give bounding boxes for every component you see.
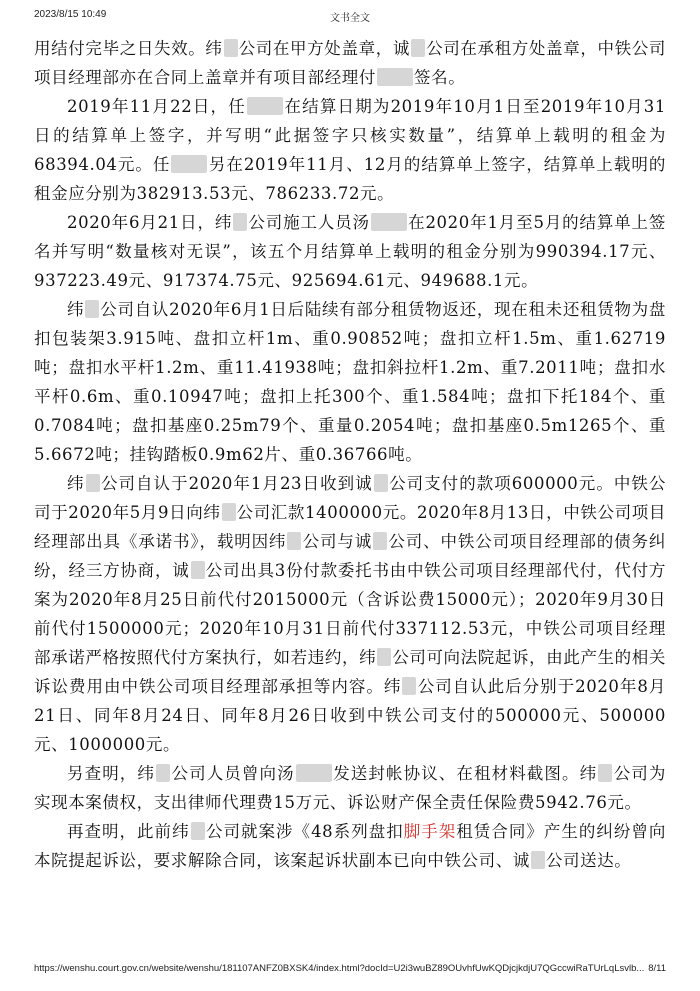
redacted-name-mask bbox=[85, 300, 99, 318]
redacted-name-mask bbox=[191, 822, 205, 840]
redacted-name-mask bbox=[191, 561, 205, 579]
redacted-name-mask bbox=[222, 503, 236, 521]
text-run: 公司与诚 bbox=[302, 532, 373, 551]
text-run: 公司自认于2020年1月23日收到诚 bbox=[100, 474, 373, 493]
page-number: 8/11 bbox=[648, 963, 666, 974]
paragraph bbox=[34, 469, 666, 759]
redacted-name-mask bbox=[374, 474, 388, 492]
text-run: 公司自认2020年6月1日后陆续有部分租赁物返还，现在租未还租赁物为盘扣包装架3.915吨、盘扣立杆1m、重0.90852吨；盘扣立杆1.5m、重1.62719吨；盘扣水平杆1.2m、重11.41938吨；盘扣斜拉杆1.2m、重7.2011吨；盘扣水平杆0.6m、重0.10947吨；盘扣上托300个、重1.584吨；盘扣下托184个、重0.7084吨；盘扣基座0.25m79个、重量0.2054吨；盘扣基座0.5m1265个、重5.6672吨；挂钩踏板0.9m62片、重0.36766吨。 bbox=[34, 300, 666, 464]
text-run: 租赁合同》产生的纠纷曾向本院提起诉讼，要求解除合同，该案起诉状副本已向中铁公司、诚 bbox=[34, 822, 667, 870]
redacted-name-mask bbox=[377, 68, 413, 86]
redacted-name-mask bbox=[233, 213, 247, 231]
redacted-name-mask bbox=[224, 39, 238, 57]
paragraph bbox=[34, 208, 666, 295]
paragraph bbox=[34, 34, 666, 92]
redacted-name-mask bbox=[287, 532, 301, 550]
text-run: 签名。 bbox=[414, 68, 466, 87]
page-url-link[interactable]: https://wenshu.court.gov.cn/website/wenshu/181107ANFZ0BXSK4/index.html?docId=U2i3wuBZ89OUvhfUwKQDjcjkdjU7QGccwiRaTUrLqLsvlb... bbox=[34, 963, 645, 974]
paragraph bbox=[34, 92, 666, 208]
text-run: 另在2019年11月、12月的结算单上签字，结算单上载明的租金应分别为382913.53元、786233.72元。 bbox=[34, 155, 666, 203]
text-run: 公司可向法院起诉，由此产生的相关诉讼费用由中铁公司项目经理部承担等内容。纬 bbox=[34, 648, 666, 696]
text-run: 2019年11月22日，任 bbox=[67, 97, 246, 116]
redacted-name-mask bbox=[296, 764, 332, 782]
text-run: 公司自认此后分别于2020年8月21日、同年8月24日、同年8月26日收到中铁公司支付的500000元、500000元、1000000元。 bbox=[34, 677, 667, 754]
redacted-name-mask bbox=[531, 851, 545, 869]
text-run: 公司在甲方处盖章，诚 bbox=[238, 39, 411, 58]
redacted-name-mask bbox=[377, 648, 391, 666]
redacted-name-mask bbox=[371, 213, 407, 231]
page-title: 文书全文 bbox=[330, 13, 370, 24]
redacted-name-mask bbox=[86, 474, 100, 492]
text-run: 公司在承租方处盖章，中铁公司项目经理部亦在合同上盖章并有项目部经理付 bbox=[34, 39, 667, 87]
text-run: 发送封帐协议、在租材料截图。纬 bbox=[332, 764, 598, 783]
paragraph bbox=[34, 295, 666, 469]
text-run: 纬 bbox=[67, 300, 85, 319]
print-timestamp: 2023/8/15 10:49 bbox=[34, 9, 107, 20]
redacted-name-mask bbox=[247, 97, 283, 115]
text-run: 公司支付的款项600000元。中铁公司于2020年5月9日向纬 bbox=[34, 474, 666, 522]
redacted-name-mask bbox=[156, 764, 170, 782]
text-run: 再查明，此前纬 bbox=[67, 822, 190, 841]
text-run: 2020年6月21日，纬 bbox=[67, 213, 233, 232]
text-run: 纬 bbox=[67, 474, 85, 493]
text-run: 公司为实现本案债权，支出律师代理费15万元、诉讼财产保全责任保险费5942.76元。 bbox=[34, 764, 667, 812]
paragraph bbox=[34, 817, 666, 875]
text-run: 公司、中铁公司项目经理部的债务纠纷，经三方协商，诚 bbox=[34, 532, 667, 580]
redacted-name-mask bbox=[402, 677, 416, 695]
text-run: 在2020年1月至5月的结算单上签名并写明“数量核对无误”，该五个月结算单上载明的租金分别为990394.17元、937223.49元、917374.75元、925694.61元、949688.1元。 bbox=[34, 213, 667, 290]
browser-print-footer bbox=[0, 960, 700, 980]
highlighted-term: 脚手架 bbox=[403, 822, 457, 841]
text-run: 公司送达。 bbox=[545, 851, 632, 870]
redacted-name-mask bbox=[373, 532, 387, 550]
paragraph bbox=[34, 759, 666, 817]
text-run: 公司就案涉《48系列盘扣 bbox=[205, 822, 404, 841]
document-body bbox=[34, 34, 666, 875]
text-run: 公司出具3份付款委托书由中铁公司项目经理部代付，代付方案为2020年8月25日前代付2015000元（含诉讼费15000元）；2020年9月30日前代付1500000元；2020年10月31日前代付337112.53元，中铁公司项目经理部承诺严格按照代付方案执行，如若违约，纬 bbox=[34, 561, 666, 667]
text-run: 另查明，纬 bbox=[67, 764, 155, 783]
text-run: 公司人员曾向汤 bbox=[171, 764, 295, 783]
redacted-name-mask bbox=[598, 764, 612, 782]
text-run: 在结算日期为2019年10月1日至2019年10月31日的结算单上签字，并写明“此据签字只核实数量”，结算单上载明的租金为68394.04元。任 bbox=[34, 97, 666, 174]
redacted-name-mask bbox=[411, 39, 425, 57]
text-run: 公司汇款1400000元。2020年8月13日，中铁公司项目经理部出具《承诺书》，载明因纬 bbox=[34, 503, 666, 551]
browser-print-header bbox=[0, 0, 700, 28]
text-run: 公司施工人员汤 bbox=[248, 213, 370, 232]
redacted-name-mask bbox=[171, 155, 207, 173]
text-run: 用结付完毕之日失效。纬 bbox=[34, 39, 223, 58]
